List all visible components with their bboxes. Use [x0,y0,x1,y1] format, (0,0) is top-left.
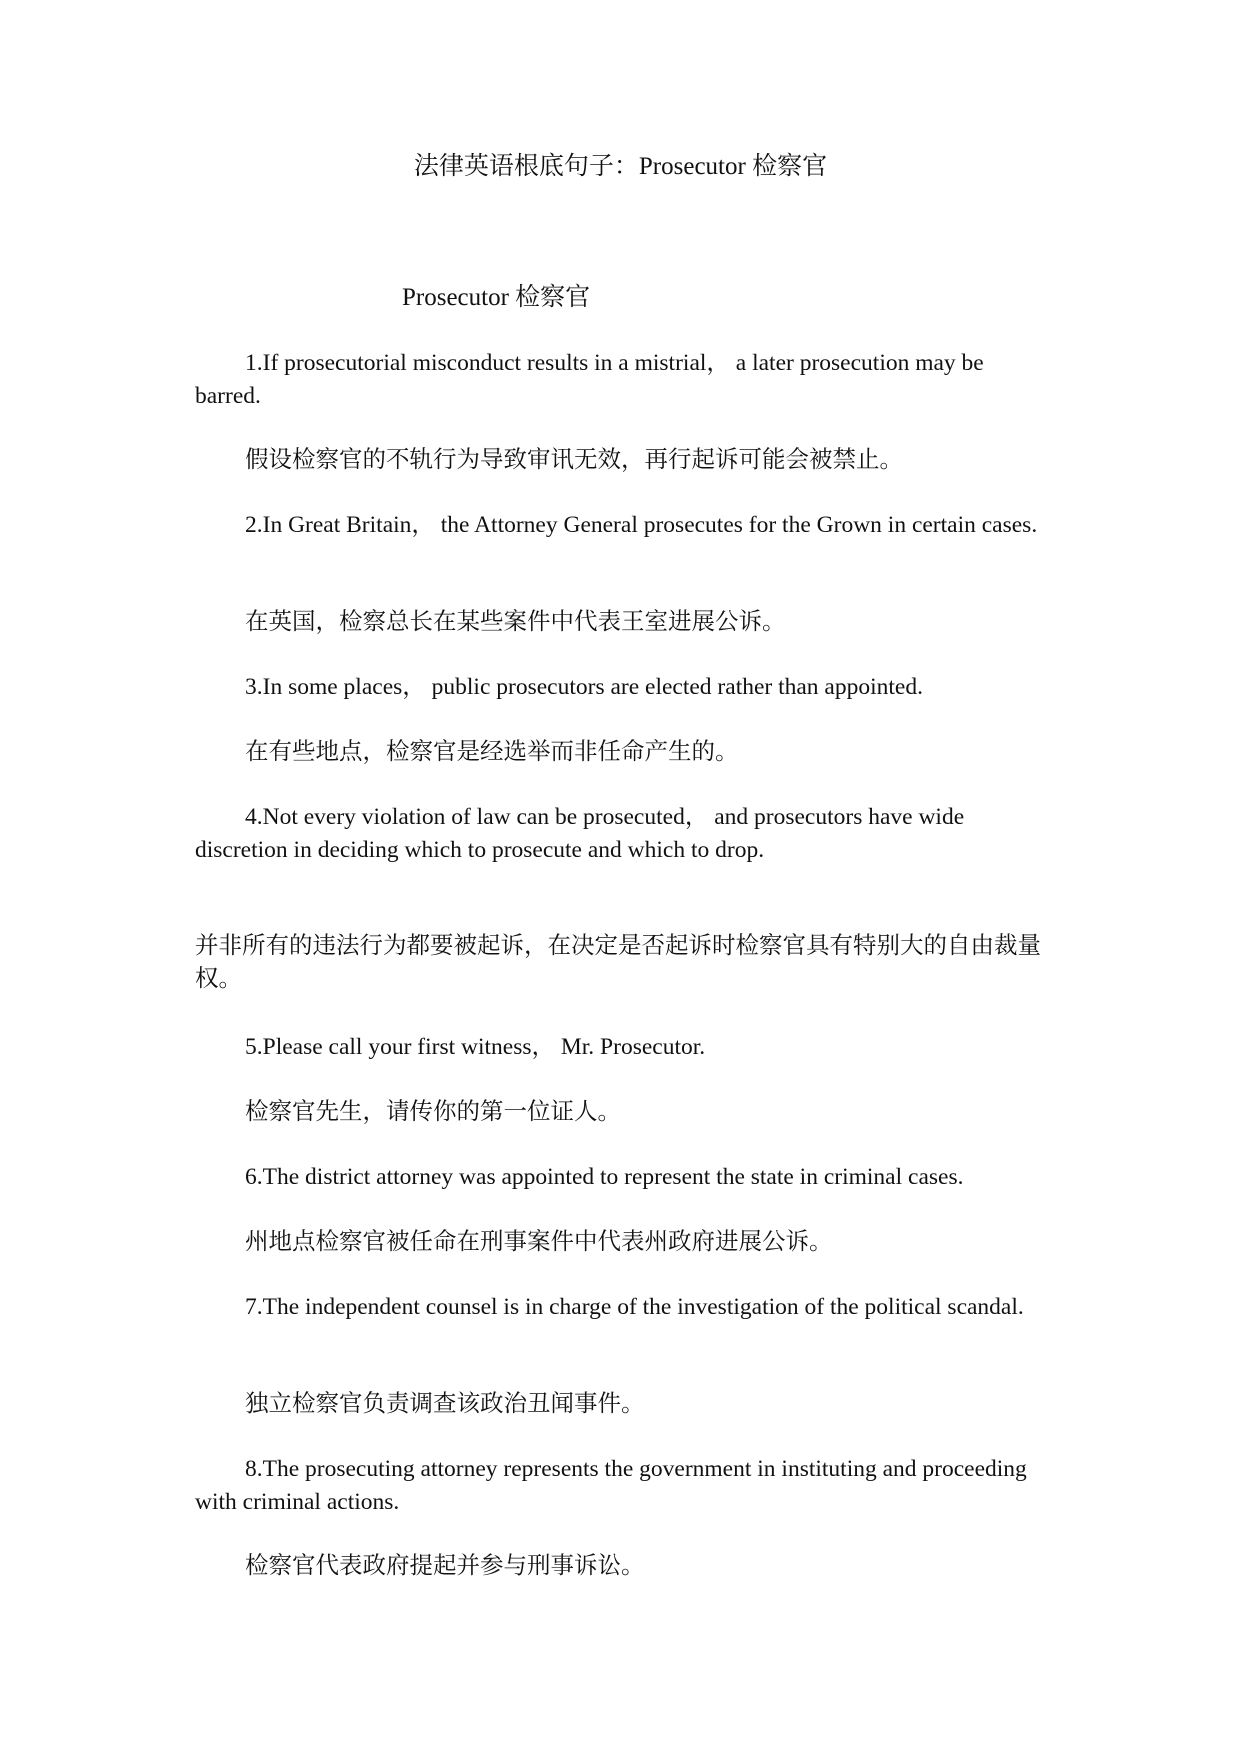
sentence-3-english: 3.In some places， public prosecutors are elected rather than appointed. [245,674,923,700]
document-title: 法律英语根底句子：Prosecutor 检察官 [413,153,828,180]
sentence-8-chinese: 检察官代表政府提起并参与刑事诉讼。 [245,1553,645,1579]
section-heading: Prosecutor 检察官 [402,284,591,311]
sentence-6-english: 6.The district attorney was appointed to represent the state in criminal cases. [245,1164,964,1190]
sentence-6-chinese: 州地点检察官被任命在刑事案件中代表州政府进展公诉。 [245,1229,833,1255]
sentence-5-english: 5.Please call your first witness， Mr. Prosecutor. [245,1034,706,1060]
sentence-4-chinese: 并非所有的违法行为都要被起诉，在决定是否起诉时检察官具有特别大的自由裁量权。 [195,933,1041,992]
sentence-5-chinese: 检察官先生，请传你的第一位证人。 [245,1099,621,1125]
sentence-1-english: 1.If prosecutorial misconduct results in a mistrial， a later prosecution may be barred. [195,350,984,409]
sentence-8-english: 8.The prosecuting attorney represents the government in instituting and proceeding with criminal actions. [195,1456,1027,1515]
sentence-4-english: 4.Not every violation of law can be prosecuted， and prosecutors have wide discretion in deciding which to prosecute and which to drop. [195,804,965,863]
sentence-7-english: 7.The independent counsel is in charge of the investigation of the political scandal. [245,1294,1024,1320]
sentence-7-chinese: 独立检察官负责调查该政治丑闻事件。 [245,1391,645,1417]
sentence-3-chinese: 在有些地点，检察官是经选举而非任命产生的。 [245,739,739,765]
sentence-2-chinese: 在英国，检察总长在某些案件中代表王室进展公诉。 [245,609,786,635]
sentence-2-english: 2.In Great Britain， the Attorney General prosecutes for the Grown in certain cases. [245,512,1038,538]
sentence-1-chinese: 假设检察官的不轨行为导致审讯无效，再行起诉可能会被禁止。 [245,447,903,473]
